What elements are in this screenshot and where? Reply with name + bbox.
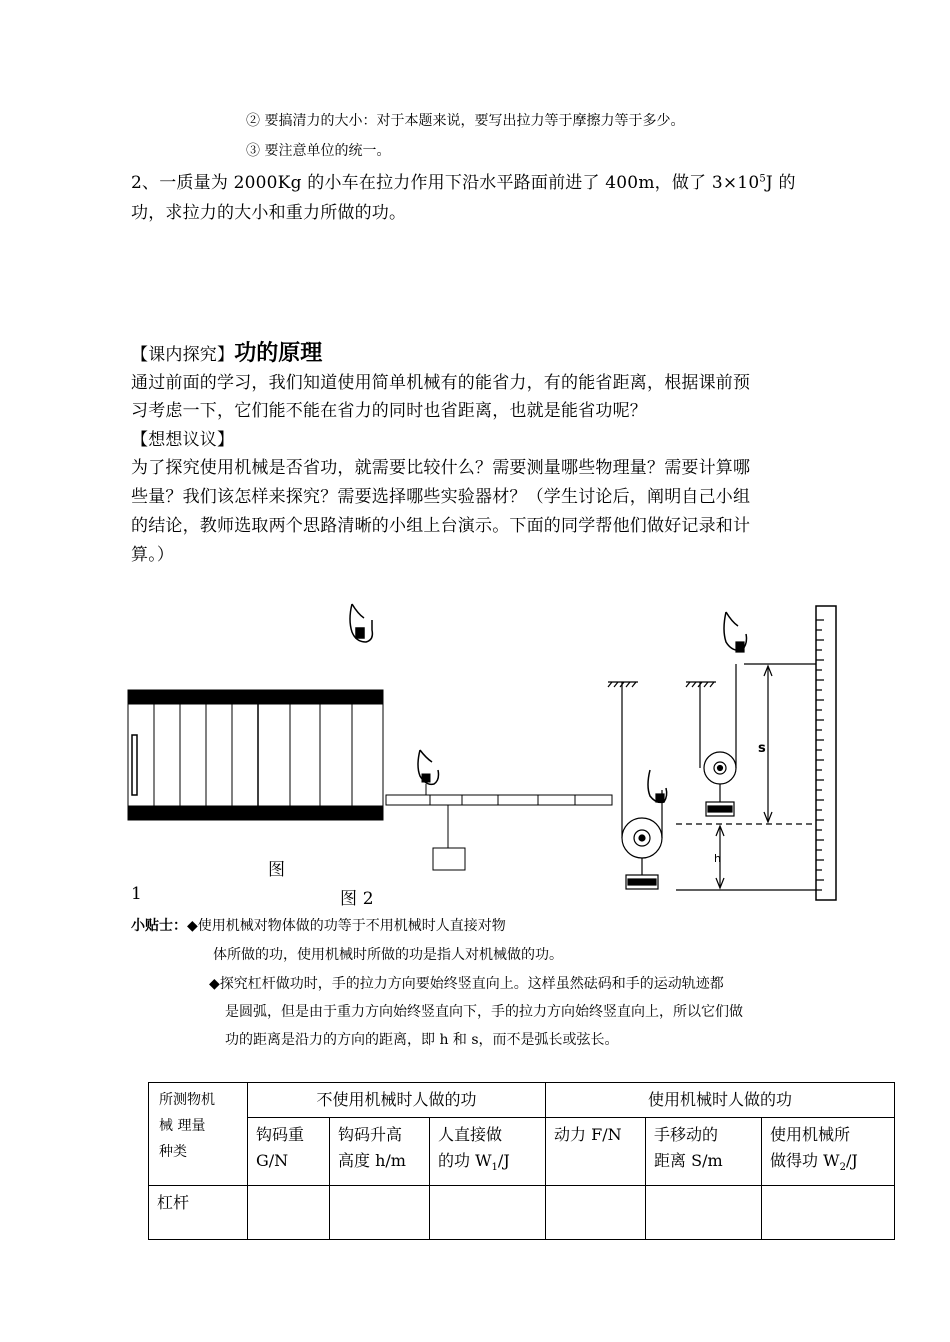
table-row	[149, 1186, 895, 1240]
col-header-height	[330, 1118, 430, 1186]
note-2: ② 要搞清力的大小：对于本题来说，要写出拉力等于摩擦力等于多少。	[246, 113, 685, 129]
section-title: 功的原理	[234, 341, 323, 366]
col-direct-sub: 1	[491, 1162, 498, 1174]
tips-line-1	[131, 915, 506, 935]
problem-2-text-a: 2、一质量为 2000Kg 的小车在拉力作用下沿水平路面前进了 400m，做了 3×10	[131, 173, 760, 193]
tip-1-line-2: 体所做的功，使用机械时所做的功是指人对机械做的功。	[213, 947, 563, 963]
label-h: h	[714, 852, 721, 865]
problem-2-line-1	[131, 168, 796, 193]
table-cell[interactable]	[430, 1186, 546, 1240]
col-direct-unit: /J	[497, 1151, 510, 1170]
col-header-force	[546, 1118, 646, 1186]
table-corner-cell	[149, 1083, 248, 1186]
col-header-direct-work	[430, 1118, 546, 1186]
col-machine-unit: /J	[845, 1151, 858, 1170]
figure-1-label-top: 图	[268, 860, 286, 880]
section-heading	[131, 336, 322, 367]
col-machine-line-1: 使用机械所	[770, 1125, 851, 1144]
discuss-line-3: 的结论，教师选取两个思路清晰的小组上台演示。下面的同学帮他们做好记录和计	[131, 516, 751, 536]
discuss-line-1: 为了探究使用机械是否省功，就需要比较什么？需要测量哪些物理量？需要计算哪	[131, 458, 751, 478]
col-hand-line-2: 距离 S/m	[654, 1151, 723, 1170]
col-machine-text: 做得功 W	[770, 1151, 840, 1170]
col-machine-sub: 2	[839, 1162, 846, 1174]
col-height-line-1: 钩码升高	[338, 1125, 403, 1144]
figure-1-label-bottom: 1	[131, 884, 143, 904]
figure-1-panel	[128, 690, 383, 820]
table-cell[interactable]	[248, 1186, 330, 1240]
experiment-figure	[0, 590, 950, 910]
group-header-without-machine: 不使用机械时人做的功	[248, 1083, 546, 1118]
hand-icon-top	[350, 604, 372, 642]
tip-2-line-3: 功的距离是沿力的方向的距离，即 h 和 s，而不是弧长或弦长。	[225, 1032, 619, 1048]
table-cell[interactable]	[546, 1186, 646, 1240]
col-weight-line-2: G/N	[256, 1151, 289, 1170]
table-header-row-2	[149, 1118, 895, 1186]
table-cell[interactable]	[330, 1186, 430, 1240]
corner-line-3: 种类	[159, 1144, 187, 1160]
row-type-cell: 杠杆	[149, 1186, 248, 1240]
tip-2-line-2: 是圆弧，但是由于重力方向始终竖直向下，手的拉力方向始终竖直向上，所以它们做	[225, 1004, 743, 1020]
col-machine-line-2	[770, 1148, 886, 1181]
col-header-hand-distance	[646, 1118, 762, 1186]
table-cell[interactable]	[762, 1186, 895, 1240]
note-3: ③ 要注意单位的统一。	[246, 143, 391, 159]
discuss-line-2: 些量？我们该怎样来探究？需要选择哪些实验器材？（学生讨论后，阐明自己小组	[131, 487, 751, 507]
figure-2-label: 图 2	[340, 889, 374, 909]
tips-label: 小贴士：	[131, 918, 187, 934]
col-force-line-1: 动力 F/N	[554, 1125, 622, 1144]
problem-2-text-b: J 的	[765, 173, 796, 193]
table-cell[interactable]	[646, 1186, 762, 1240]
col-direct-line-2	[438, 1148, 537, 1181]
discuss-tag: 【想想议议】	[131, 430, 235, 450]
corner-line-1: 所测物机	[159, 1092, 215, 1108]
col-header-weight	[248, 1118, 330, 1186]
label-s: s	[758, 741, 766, 756]
problem-2-exponent: 5	[759, 173, 766, 185]
tip-1-line-1: ◆使用机械对物体做的功等于不用机械时人直接对物	[187, 918, 506, 934]
problem-2-line-2: 功，求拉力的大小和重力所做的功。	[131, 203, 407, 223]
discuss-line-4: 算。）	[131, 545, 175, 565]
col-weight-line-1: 钩码重	[256, 1125, 305, 1144]
table-header-row-1	[149, 1083, 895, 1118]
corner-line-2: 械 理量	[159, 1118, 206, 1134]
lever-apparatus	[386, 750, 612, 870]
section-tag: 【课内探究】	[131, 345, 235, 365]
col-height-line-2: 高度 h/m	[338, 1151, 406, 1170]
measurement-table	[148, 1082, 895, 1240]
col-hand-line-1: 手移动的	[654, 1125, 719, 1144]
tip-2-line-1: ◆探究杠杆做功时，手的拉力方向要始终竖直向上。这样虽然砝码和手的运动轨迹都	[209, 976, 724, 992]
intro-line-1: 通过前面的学习，我们知道使用简单机械有的能省力，有的能省距离，根据课前预	[131, 373, 751, 393]
col-direct-text: 的功 W	[438, 1151, 492, 1170]
intro-line-2: 习考虑一下，它们能不能在省力的同时也省距离，也就是能省功呢？	[131, 401, 647, 421]
pulley-apparatus	[608, 606, 836, 900]
group-header-with-machine: 使用机械时人做的功	[546, 1083, 895, 1118]
col-direct-line-1: 人直接做	[438, 1125, 503, 1144]
col-header-machine-work	[762, 1118, 895, 1186]
